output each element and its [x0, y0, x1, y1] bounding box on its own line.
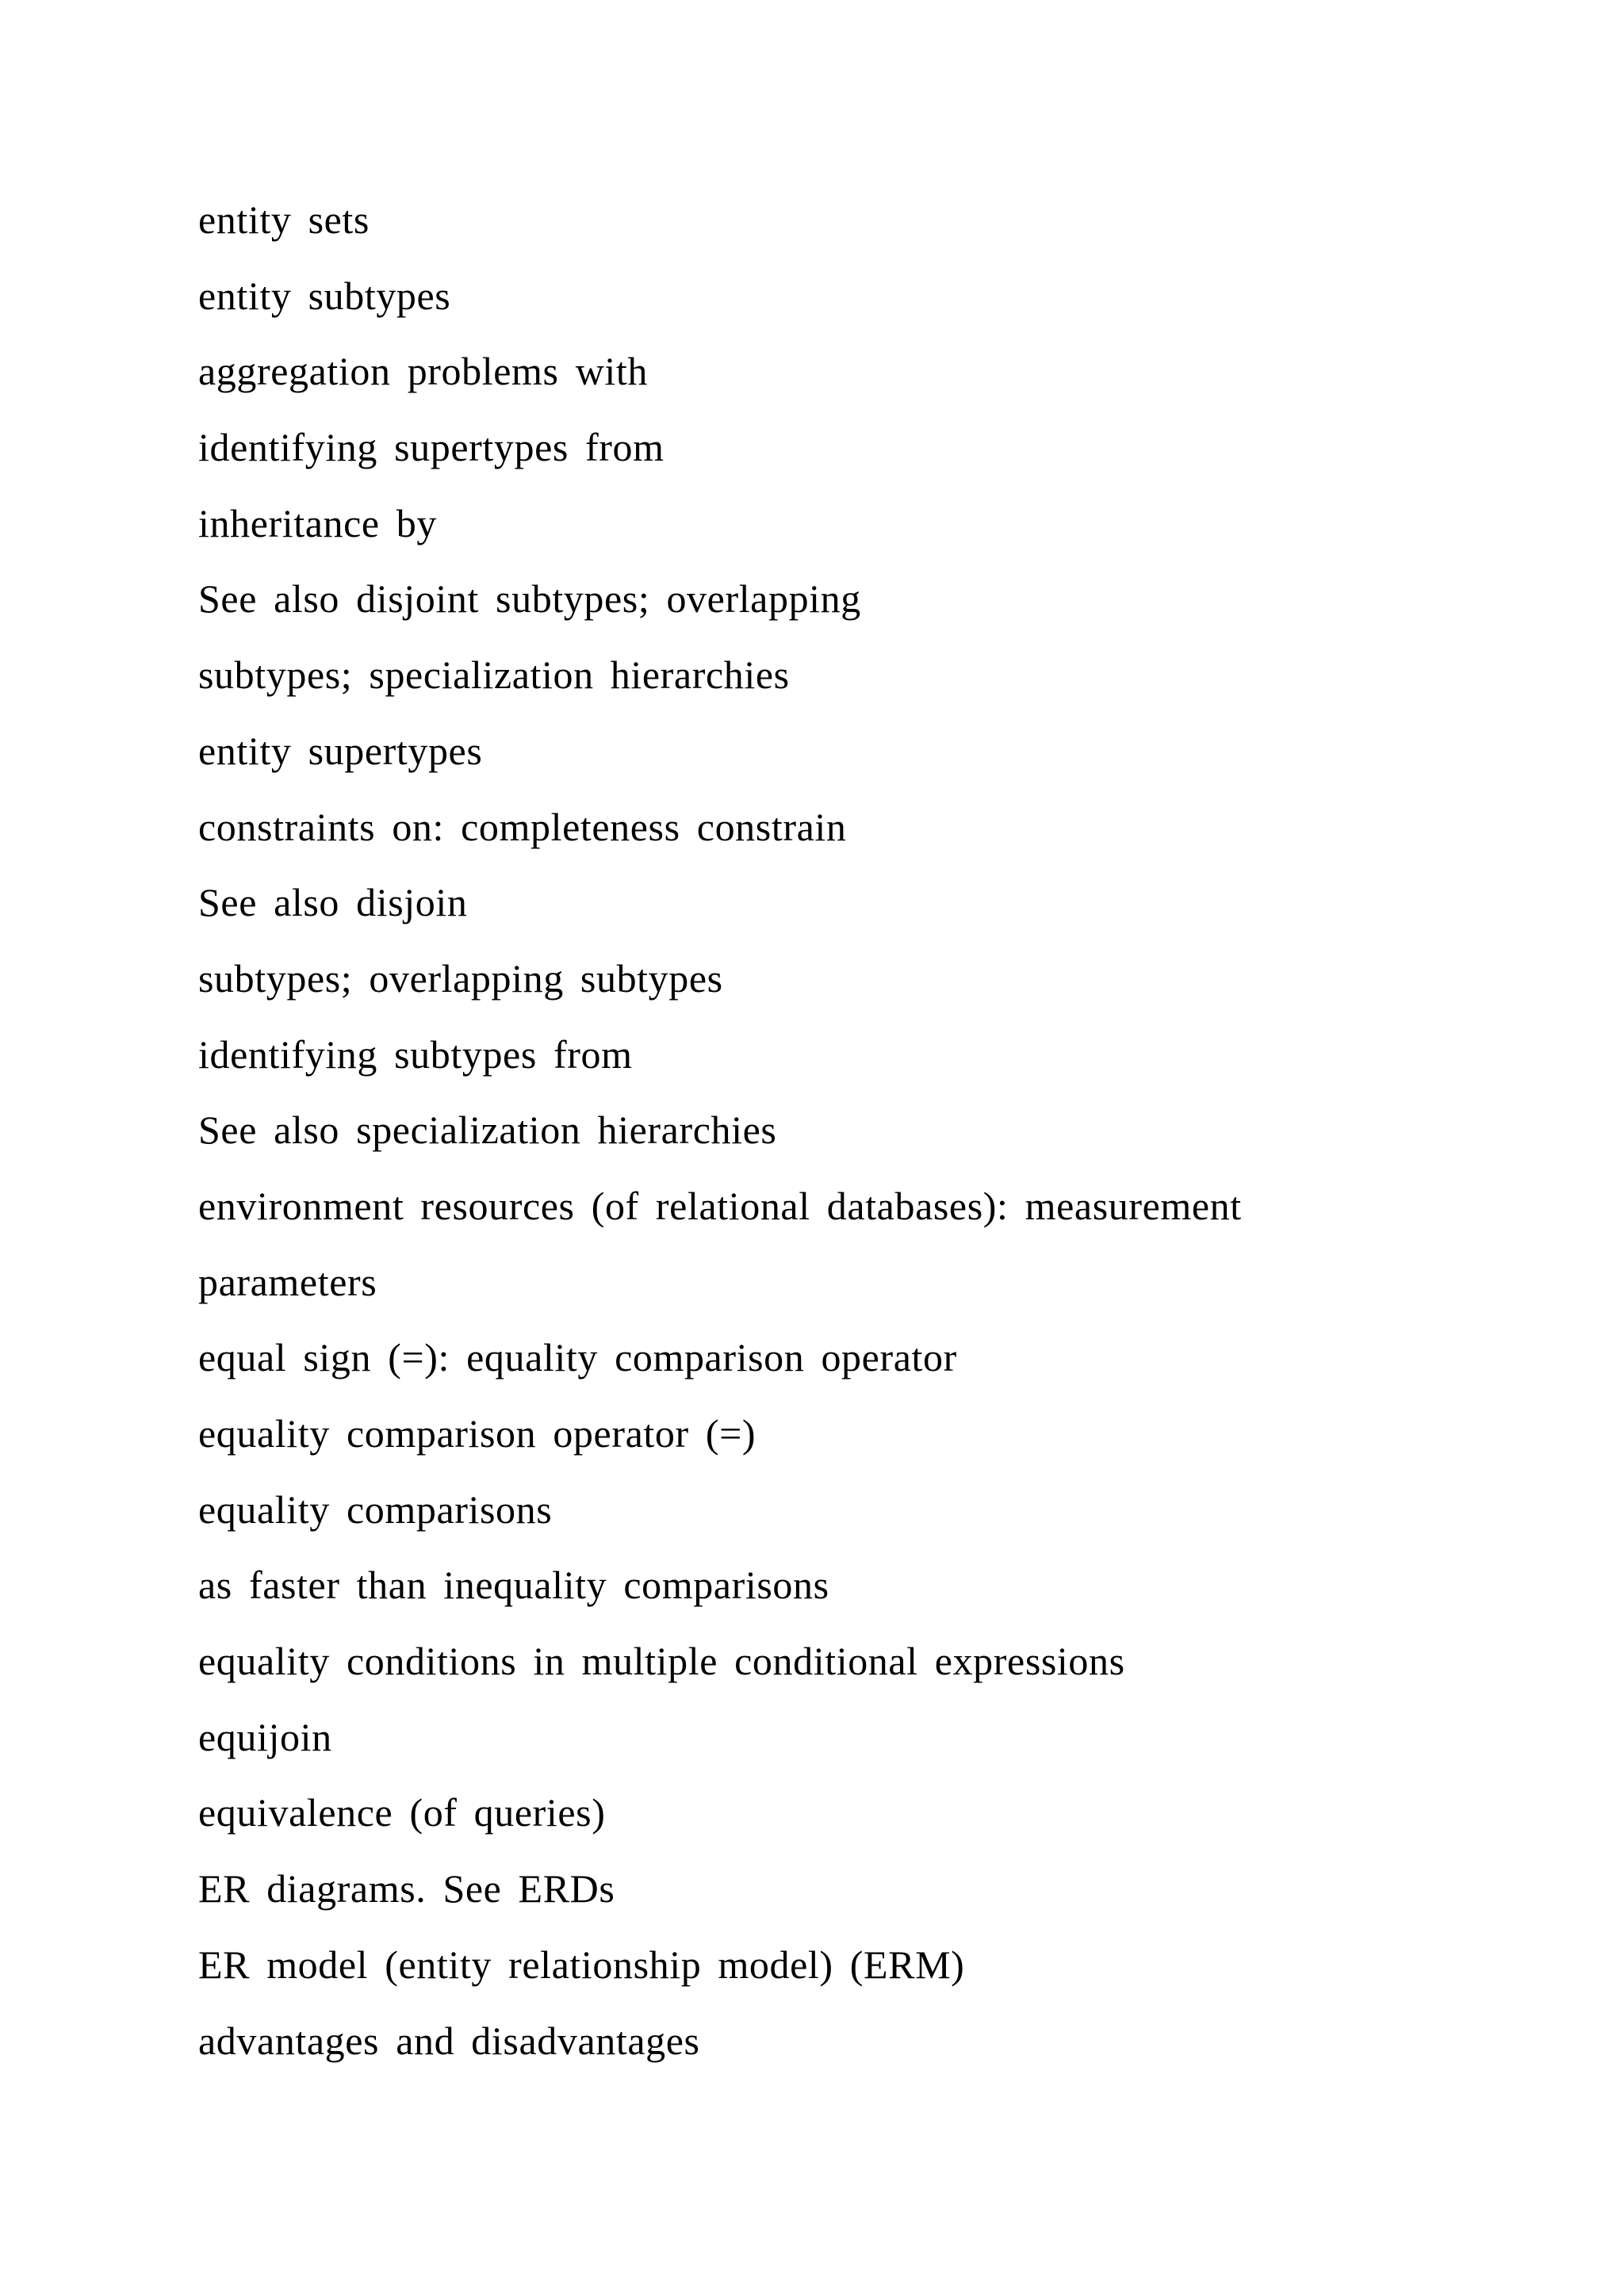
- index-entry: equality conditions in multiple conditional expressions: [198, 1639, 1125, 1684]
- index-entry: subtypes; overlapping subtypes: [198, 955, 723, 1001]
- index-entry: See also disjoint subtypes; overlapping: [198, 576, 861, 622]
- index-entry: entity supertypes: [198, 728, 483, 773]
- index-entry: identifying subtypes from: [198, 1031, 633, 1077]
- index-entry: equijoin: [198, 1714, 332, 1759]
- index-entry: aggregation problems with: [198, 349, 648, 394]
- index-entry-list: [198, 193, 1242, 2089]
- index-entry: ER diagrams. See ERDs: [198, 1866, 615, 1911]
- index-entry: as faster than inequality comparisons: [198, 1563, 829, 1608]
- index-entry: ER model (entity relationship model) (ERM): [198, 1942, 965, 1987]
- index-entry: advantages and disadvantages: [198, 2018, 700, 2063]
- index-entry: equality comparison operator (=): [198, 1411, 756, 1456]
- index-entry: parameters: [198, 1259, 377, 1304]
- index-entry: entity subtypes: [198, 273, 451, 318]
- index-entry: See also specialization hierarchies: [198, 1108, 777, 1153]
- index-entry: See also disjoin: [198, 880, 468, 925]
- index-entry: subtypes; specialization hierarchies: [198, 652, 790, 698]
- index-entry: environment resources (of relational databases): measurement: [198, 1183, 1242, 1228]
- index-entry: constraints on: completeness constrain: [198, 804, 847, 849]
- index-entry: inheritance by: [198, 500, 437, 545]
- index-entry: equal sign (=): equality comparison operator: [198, 1335, 957, 1380]
- index-entry: entity sets: [198, 197, 370, 242]
- index-entry: equivalence (of queries): [198, 1790, 606, 1835]
- index-entry: identifying supertypes from: [198, 425, 665, 470]
- index-entry: equality comparisons: [198, 1487, 553, 1532]
